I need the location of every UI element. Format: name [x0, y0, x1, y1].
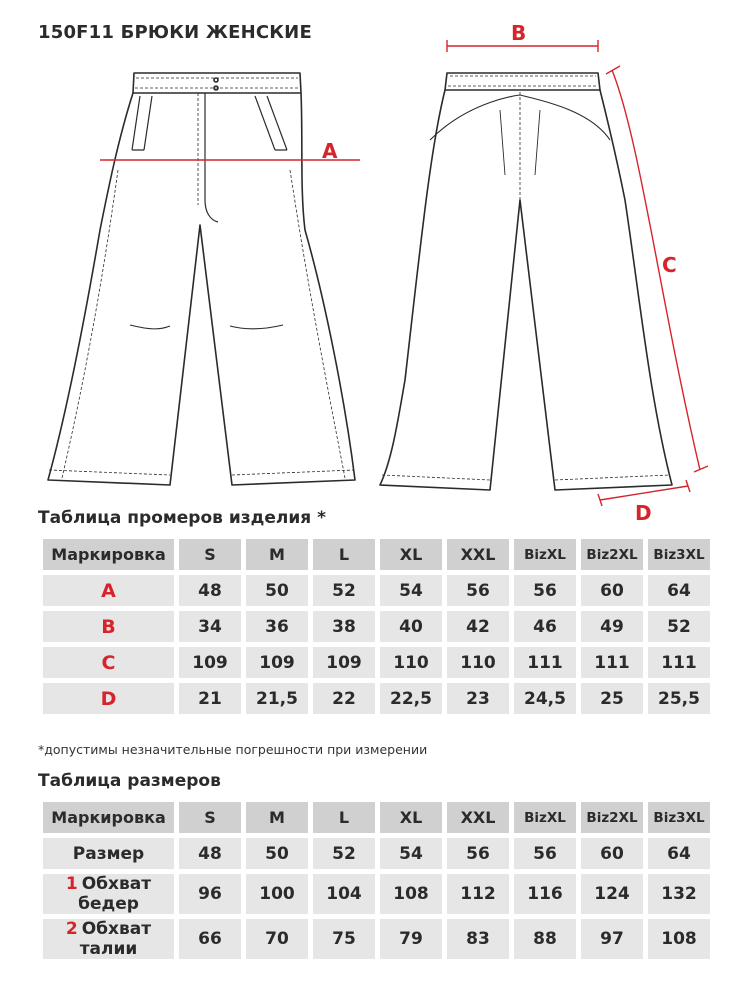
table-cell: 132	[648, 874, 710, 914]
table-cell: 64	[648, 575, 710, 606]
table-cell: 109	[179, 647, 241, 678]
table-cell: 56	[447, 838, 509, 869]
header-cell: Biz2XL	[581, 802, 643, 833]
table-cell: 109	[313, 647, 375, 678]
header-cell: XL	[380, 802, 442, 833]
table-cell: 97	[581, 919, 643, 959]
table-cell: 22,5	[380, 683, 442, 714]
table-cell: 109	[246, 647, 308, 678]
table-cell: 60	[581, 575, 643, 606]
row-number: 1	[65, 874, 78, 894]
row-label-text: Размер	[72, 843, 145, 864]
front-trousers-outline	[48, 73, 355, 485]
table-cell: 52	[648, 611, 710, 642]
table-cell: 56	[514, 575, 576, 606]
table-cell: 22	[313, 683, 375, 714]
table-cell: 56	[447, 575, 509, 606]
table-cell: 100	[246, 874, 308, 914]
header-cell: Маркировка	[43, 802, 174, 833]
table-cell: 108	[648, 919, 710, 959]
table-cell: 111	[648, 647, 710, 678]
table-cell: 50	[246, 838, 308, 869]
header-cell: M	[246, 539, 308, 570]
table-cell: 112	[447, 874, 509, 914]
table-cell: 88	[514, 919, 576, 959]
table-cell: 25	[581, 683, 643, 714]
header-cell: BizXL	[514, 802, 576, 833]
table-cell: 104	[313, 874, 375, 914]
table-cell: 36	[246, 611, 308, 642]
table-cell: 124	[581, 874, 643, 914]
measure-table-title: Таблица промеров изделия *	[38, 508, 326, 528]
table-cell: 110	[380, 647, 442, 678]
table-cell: 111	[514, 647, 576, 678]
table-cell: 70	[246, 919, 308, 959]
table-cell: 46	[514, 611, 576, 642]
header-cell: BizXL	[514, 539, 576, 570]
table-row	[43, 611, 710, 642]
header-cell: Biz3XL	[648, 802, 710, 833]
table-cell: 21	[179, 683, 241, 714]
table-cell: 40	[380, 611, 442, 642]
table-cell: 56	[514, 838, 576, 869]
measure-table-header-row	[43, 539, 710, 570]
label-b: B	[511, 21, 527, 45]
table-row	[43, 874, 710, 914]
table-cell: 66	[179, 919, 241, 959]
table-cell: 38	[313, 611, 375, 642]
row-label	[43, 919, 174, 959]
table-cell: 79	[380, 919, 442, 959]
header-cell: XXL	[447, 802, 509, 833]
table-cell: 34	[179, 611, 241, 642]
table-row	[43, 838, 710, 869]
label-a: A	[322, 139, 338, 163]
header-cell: Biz2XL	[581, 539, 643, 570]
header-cell: S	[179, 539, 241, 570]
table-cell: 54	[380, 838, 442, 869]
row-label-text: Обхват бедер	[78, 874, 152, 914]
table-cell: 21,5	[246, 683, 308, 714]
table-cell: 75	[313, 919, 375, 959]
page-title: 150F11 БРЮКИ ЖЕНСКИЕ	[38, 22, 312, 43]
header-cell: Biz3XL	[648, 539, 710, 570]
table-cell: 48	[179, 838, 241, 869]
header-cell: S	[179, 802, 241, 833]
table-row	[43, 683, 710, 714]
table-cell: 83	[447, 919, 509, 959]
header-cell: XL	[380, 539, 442, 570]
table-cell: 42	[447, 611, 509, 642]
row-label	[43, 838, 174, 869]
label-c: C	[662, 253, 677, 277]
size-table-header-row	[43, 802, 710, 833]
size-table	[38, 797, 715, 964]
table-cell: 23	[447, 683, 509, 714]
table-cell: 24,5	[514, 683, 576, 714]
table-cell: 52	[313, 575, 375, 606]
table-cell: 60	[581, 838, 643, 869]
row-label: C	[43, 647, 174, 678]
measurement-note: *допустимы незначительные погрешности при измерении	[38, 742, 428, 757]
size-table-title: Таблица размеров	[38, 771, 221, 791]
table-row	[43, 919, 710, 959]
table-cell: 116	[514, 874, 576, 914]
label-d: D	[635, 501, 652, 520]
header-cell: Маркировка	[43, 539, 174, 570]
row-label: D	[43, 683, 174, 714]
row-label: A	[43, 575, 174, 606]
table-cell: 50	[246, 575, 308, 606]
table-cell: 54	[380, 575, 442, 606]
table-row	[43, 575, 710, 606]
table-cell: 110	[447, 647, 509, 678]
measure-c-line	[606, 66, 708, 472]
table-cell: 48	[179, 575, 241, 606]
header-cell: L	[313, 539, 375, 570]
header-cell: L	[313, 802, 375, 833]
table-row	[43, 647, 710, 678]
table-cell: 108	[380, 874, 442, 914]
table-cell: 111	[581, 647, 643, 678]
table-cell: 25,5	[648, 683, 710, 714]
header-cell: M	[246, 802, 308, 833]
table-cell: 96	[179, 874, 241, 914]
table-cell: 52	[313, 838, 375, 869]
row-label	[43, 874, 174, 914]
row-label: B	[43, 611, 174, 642]
table-cell: 64	[648, 838, 710, 869]
table-cell: 49	[581, 611, 643, 642]
back-trousers-outline	[380, 73, 672, 490]
row-number: 2	[65, 919, 78, 939]
row-label-text: Обхват талии	[79, 919, 152, 959]
measure-table	[38, 534, 715, 719]
header-cell: XXL	[447, 539, 509, 570]
